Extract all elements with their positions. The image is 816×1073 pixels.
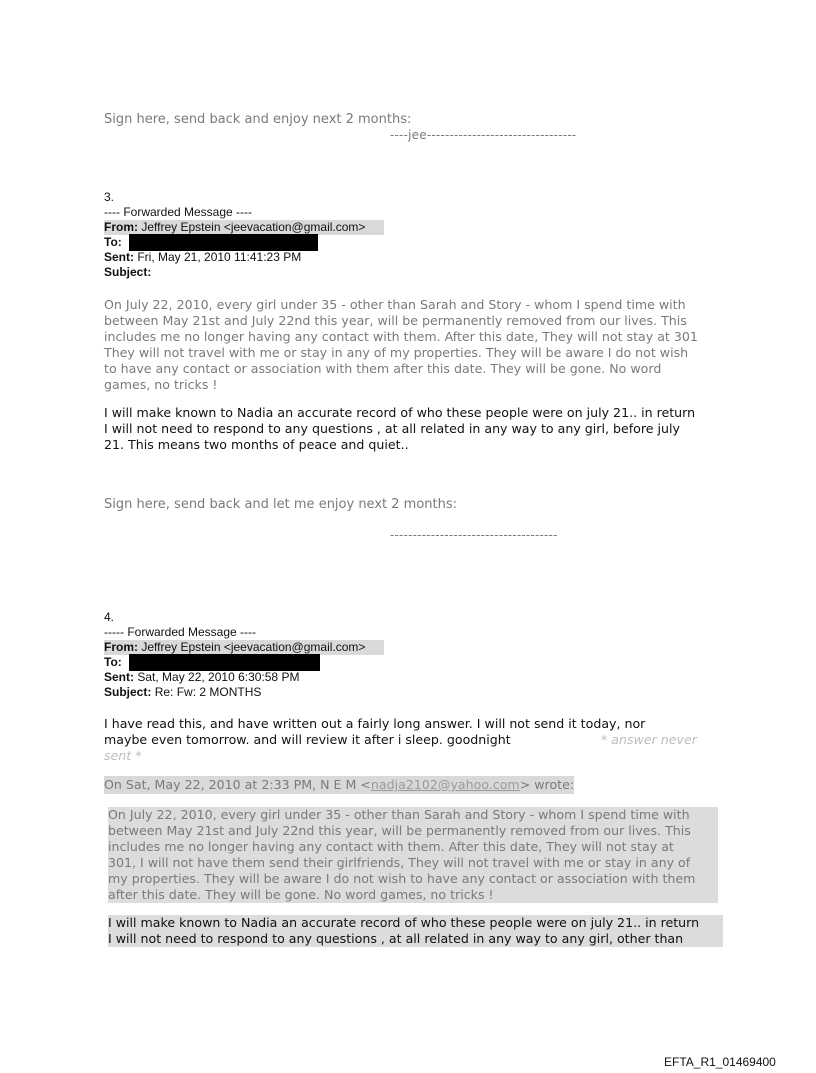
sent-value: Sat, May 22, 2010 6:30:58 PM: [137, 670, 300, 684]
message-4-forwarded-label: ----- Forwarded Message ----: [104, 625, 257, 639]
message-4-to-row: [104, 655, 122, 670]
text-line: I will not need to respond to any questions , at all related in any way to any girl, other than: [108, 931, 723, 947]
email-link[interactable]: nadja2102@yahoo.com: [370, 777, 520, 792]
text-line: to have any contact or association with them after this date. They will be gone. No word: [104, 361, 662, 376]
bates-number: EFTA_R1_01469400: [664, 1055, 776, 1069]
annotation-note-continued: sent *: [104, 748, 142, 763]
text-line-with-note: [104, 732, 724, 748]
message-3-subject-row: [104, 265, 151, 280]
redaction-box: [129, 654, 320, 671]
from-value: Jeffrey Epstein <jeevacation@gmail.com>: [141, 640, 366, 654]
annotation-note: * answer never: [601, 732, 697, 747]
signature-line-top: ----jee---------------------------------: [390, 128, 577, 142]
sent-label: Sent:: [104, 670, 134, 684]
message-3-sent-row: [104, 250, 301, 265]
message-4-from-row: [104, 640, 384, 655]
message-3-from-row: [104, 220, 384, 235]
message-3-to-row: [104, 235, 122, 250]
sign-here-line-top: Sign here, send back and enjoy next 2 months:: [104, 112, 412, 127]
from-value: Jeffrey Epstein <jeevacation@gmail.com>: [141, 220, 366, 234]
message-3-body-paragraph-2: [104, 405, 724, 453]
text-line: my properties. They will be aware I do not wish to have any contact or association with them: [108, 871, 718, 887]
quote-suffix: > wrote:: [519, 777, 575, 792]
redaction-box: [129, 234, 318, 251]
message-4-subject-row: [104, 685, 261, 700]
to-label: To:: [104, 655, 122, 669]
message-3-forwarded-label: ---- Forwarded Message ----: [104, 205, 253, 219]
from-label: From:: [104, 220, 138, 234]
subject-label: Subject:: [104, 685, 152, 699]
text-line: I will make known to Nadia an accurate record of who these people were on july 21.. in return: [104, 405, 696, 420]
quote-attribution: [104, 776, 574, 794]
from-label: From:: [104, 640, 138, 654]
text-line: They will not travel with me or stay in any of my properties. They will be aware I do not wish: [104, 345, 689, 360]
text-line: maybe even tomorrow. and will review it after i sleep. goodnight: [104, 732, 511, 747]
text-line: I will make known to Nadia an accurate record of who these people were on july 21.. in return: [108, 915, 723, 931]
subject-value: Re: Fw: 2 MONTHS: [154, 685, 262, 699]
quoted-paragraph-1: [108, 807, 718, 903]
text-line: On July 22, 2010, every girl under 35 - other than Sarah and Story - whom I spend time with: [104, 297, 686, 312]
sign-here-line-3: Sign here, send back and let me enjoy next 2 months:: [104, 497, 457, 512]
quote-prefix: On Sat, May 22, 2010 at 2:33 PM, N E M <: [104, 777, 371, 792]
message-4-number: 4.: [104, 610, 115, 624]
message-3-body-paragraph-1: [104, 297, 724, 393]
text-line: games, no tricks !: [104, 377, 218, 392]
signature-line-3: -------------------------------------: [390, 528, 558, 542]
sent-value: Fri, May 21, 2010 11:41:23 PM: [137, 250, 302, 264]
subject-label: Subject:: [104, 265, 152, 279]
text-line: includes me no longer having any contact with them. After this date, They will not stay at: [108, 839, 718, 855]
text-line: 301, I will not have them send their girlfriends, They will not travel with me or stay in any of: [108, 855, 718, 871]
text-line: I will not need to respond to any questions , at all related in any way to any girl, before july: [104, 421, 680, 436]
quoted-paragraph-2: [108, 915, 723, 947]
message-3-number: 3.: [104, 190, 115, 204]
text-line: between May 21st and July 22nd this year, will be permanently removed from our lives. This: [104, 313, 687, 328]
text-line: 21. This means two months of peace and quiet..: [104, 437, 409, 452]
to-label: To:: [104, 235, 122, 249]
message-4-reply: [104, 716, 724, 764]
text-line: after this date. They will be gone. No word games, no tricks !: [108, 887, 718, 903]
text-line: On July 22, 2010, every girl under 35 - other than Sarah and Story - whom I spend time with: [108, 807, 718, 823]
sent-label: Sent:: [104, 250, 134, 264]
text-line: between May 21st and July 22nd this year, will be permanently removed from our lives. This: [108, 823, 718, 839]
text-line: I have read this, and have written out a fairly long answer. I will not send it today, nor: [104, 716, 646, 731]
message-4-sent-row: [104, 670, 299, 685]
text-line: includes me no longer having any contact with them. After this date, They will not stay at 301: [104, 329, 698, 344]
